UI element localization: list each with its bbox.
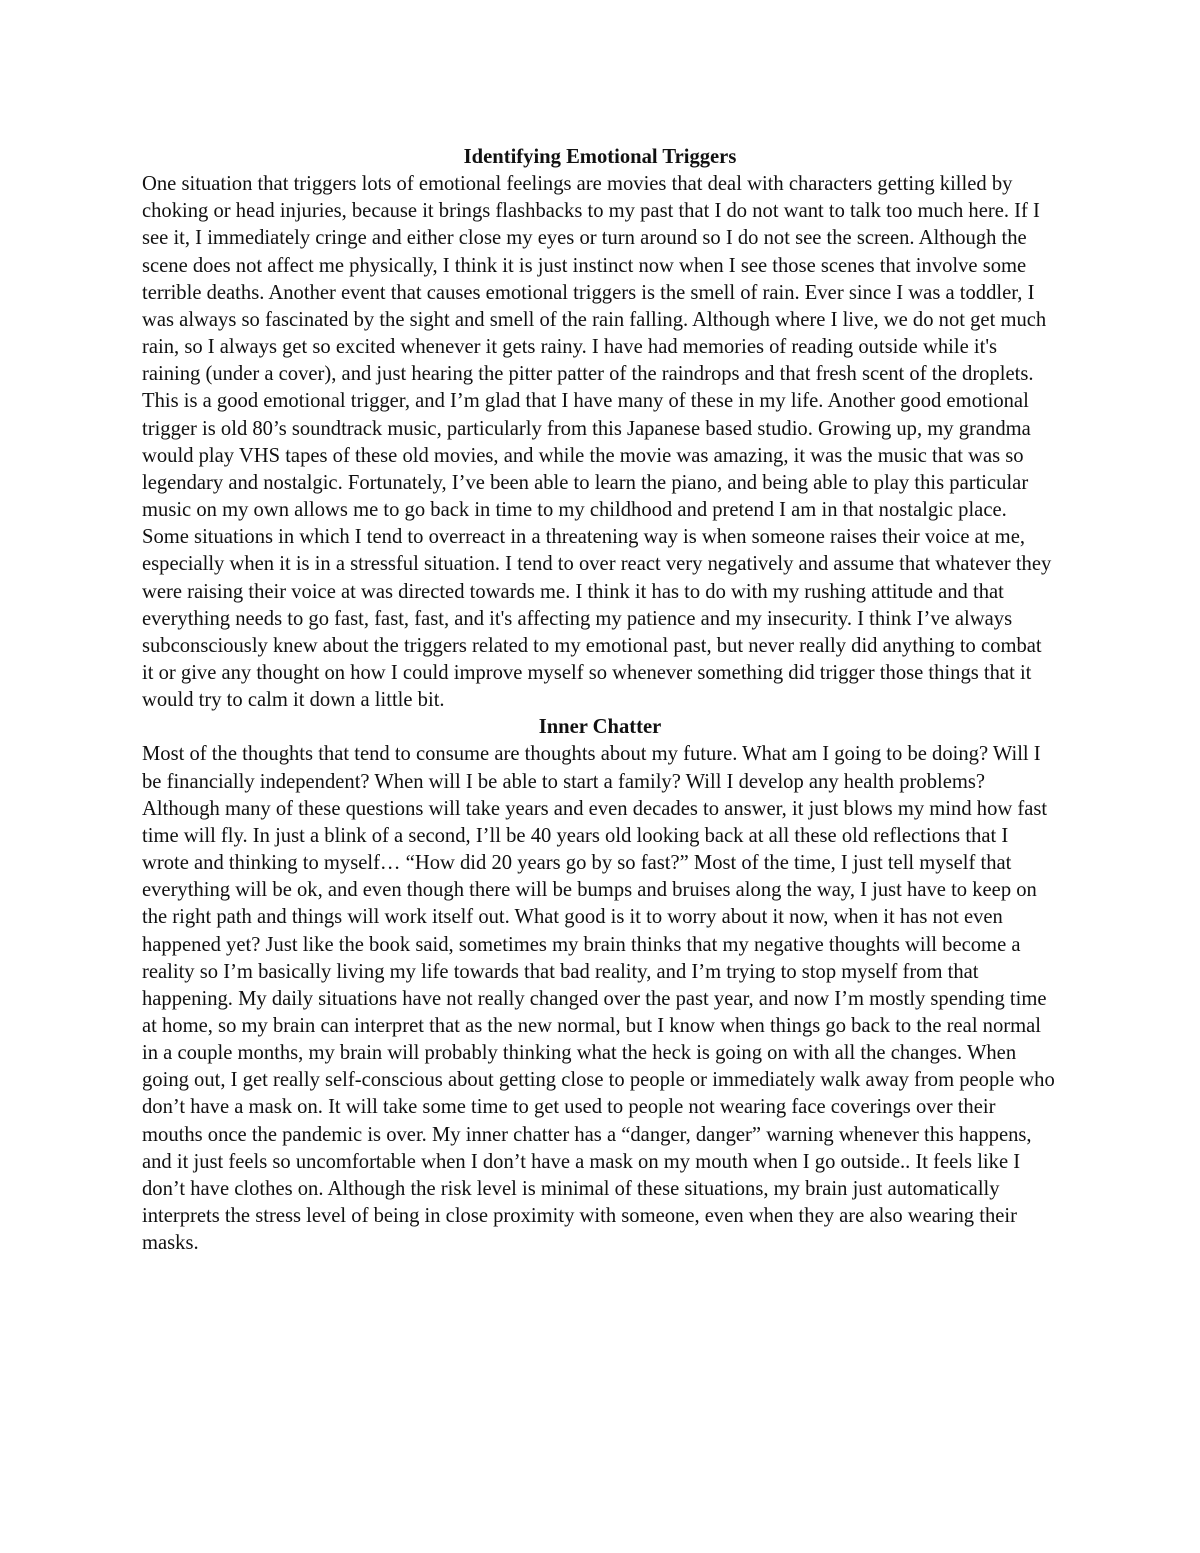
document-body [142,144,1058,1257]
section-heading-emotional-triggers: Identifying Emotional Triggers [463,146,737,168]
section-paragraph-emotional-triggers: One situation that triggers lots of emotional feelings are movies that deal with characters getting killed by choking or head injuries, because it brings flashbacks to my past that I do not want to talk too much here. If I see it, I immediately cringe and either close my eyes or turn around so I do not see the screen. Although the scene does not affect me physically, I think it is just instinct now when I see those scenes that involve some terrible deaths. Another event that causes emotional triggers is the smell of rain. Ever since I was a toddler, I was always so fascinated by the sight and smell of the rain falling. Although where I live, we do not get much rain, so I always get so excited whenever it gets rainy. I have had memories of reading outside while it's raining (under a cover), and just hearing the pitter patter of the raindrops and that fresh scent of the droplets. This is a good emotional trigger, and I’m glad that I have many of these in my life. Another good emotional trigger is old 80’s soundtrack music, particularly from this Japanese based studio. Growing up, my grandma would play VHS tapes of these old movies, and while the movie was amazing, it was the music that was so legendary and nostalgic. Fortunately, I’ve been able to learn the piano, and being able to play this particular music on my own allows me to go back in time to my childhood and pretend I am in that nostalgic place. Some situations in which I tend to overreact in a threatening way is when someone raises their voice at me, especially when it is in a stressful situation. I tend to over react very negatively and assume that whatever they were raising their voice at was directed towards me. I think it has to do with my rushing attitude and that everything needs to go fast, fast, fast, and it's affecting my patience and my insecurity. I think I’ve always subconsciously knew about the triggers related to my emotional past, but never really did anything to combat it or give any thought on how I could improve myself so whenever something did trigger those things that it would try to calm it down a little bit. [142,173,1052,712]
section-heading-inner-chatter: Inner Chatter [538,716,662,739]
section-paragraph-inner-chatter: Most of the thoughts that tend to consume are thoughts about my future. What am I going to be doing? Will I be financially independent? When will I be able to start a family? Will I develop any health problems? Although many of these questions will take years and even decades to answer, it just blows my mind how fast time will fly. In just a blink of a second, I’ll be 40 years old looking back at all these old reflections that I wrote and thinking to myself… “How did 20 years go by so fast?” Most of the time, I just tell myself that everything will be ok, and even though there will be bumps and bruises along the way, I just have to keep on the right path and things will work itself out. What good is it to worry about it now, when it has not even happened yet? Just like the book said, sometimes my brain thinks that my negative thoughts will become a reality so I’m basically living my life towards that bad reality, and I’m trying to stop myself from that happening. My daily situations have not really changed over the past year, and now I’m mostly spending time at home, so my brain can interpret that as the new normal, but I know when things go back to the real normal in a couple months, my brain will probably thinking what the heck is going on with all the changes. When going out, I get really self-conscious about getting close to people or immediately walk away from people who don’t have a mask on. It will take some time to get used to people not wearing face coverings over their mouths once the pandemic is over. My inner chatter has a “danger, danger” warning whenever this happens, and it just feels so uncomfortable when I don’t have a mask on my mouth when I go outside.. It feels like I don’t have clothes on. Although the risk level is minimal of these situations, my brain just automatically interprets the stress level of being in close proximity with someone, even when they are also wearing their masks. [142,743,1055,1255]
